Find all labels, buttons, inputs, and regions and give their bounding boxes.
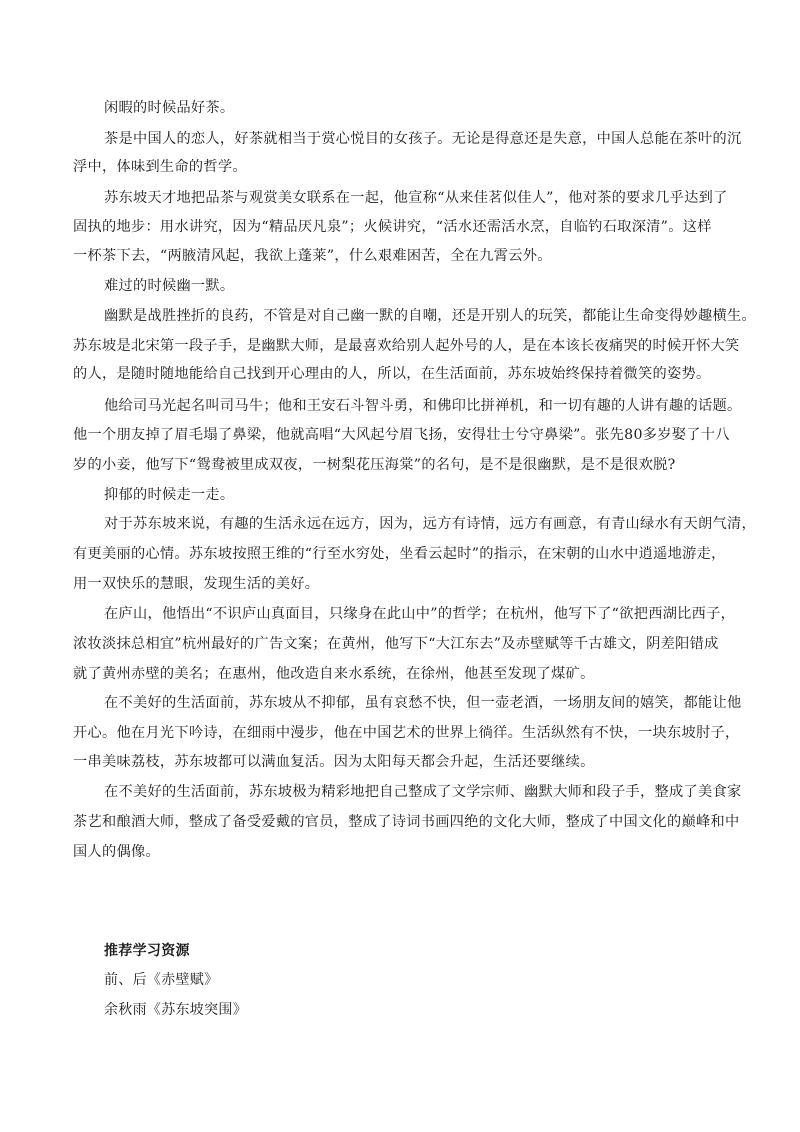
resource-item: 前、后《赤壁赋》 [104,972,219,988]
paragraph-line: 苏东坡天才地把品茶与观赏美女联系在一起，他宣称“从来佳茗似佳人”，他对茶的要求几乎达到了 [104,190,728,206]
paragraph-line: 用一双快乐的慧眼，发现生活的美好。 [73,576,320,592]
paragraph-line: 他给司马光起名叫司马牛；他和王安石斗智斗勇，和佛印比拼禅机，和一切有趣的人讲有趣的话题。 [104,398,742,414]
paragraph-line: 有更美丽的心情。苏东坡按照王维的“行至水穷处，坐看云起时”的指示，在宋朝的山水中逍遥地游走， [73,546,726,562]
paragraph-line: 固执的地步：用水讲究，因为“精品厌凡泉”；火候讲究，“活水还需活水烹，自临钓石取深清”。这样 [73,219,712,235]
paragraph-line: 一杯茶下去，“两腋清风起，我欲上蓬莱”，什么艰难困苦，全在九霄云外。 [73,248,552,264]
paragraph-line: 茶艺和酿酒大师，整成了备受爱戴的官员，整成了诗词书画四绝的文化大师，整成了中国文化的巅峰和中 [73,814,740,830]
paragraph-line: 国人的偶像。 [73,844,160,860]
paragraph-line: 在不美好的生活面前，苏东坡从不抑郁，虽有哀愁不快，但一壶老酒，一场朋友间的嬉笑，都能让他 [104,695,742,711]
paragraph-line: 幽默是战胜挫折的良药，不管是对自己幽一默的自嘲，还是开别人的玩笑，都能让生命变得妙趣横生。 [104,308,756,324]
paragraph-line: 抑郁的时候走一走。 [104,487,235,503]
paragraph-line: 茶是中国人的恋人，好茶就相当于赏心悦目的女孩子。无论是得意还是失意，中国人总能在茶叶的沉 [104,131,742,147]
paragraph-line: 在庐山，他悟出“不识庐山真面目，只缘身在此山中”的哲学；在杭州，他写下了“欲把西湖比西子， [104,606,736,622]
resources-heading: 推荐学习资源 [104,943,190,959]
paragraph-line: 难过的时候幽一默。 [104,278,235,294]
paragraph-line: 的人，是随时随地能给自己找到开心理由的人，所以，在生活面前，苏东坡始终保持着微笑的姿势。 [73,366,711,382]
resource-item: 余秋雨《苏东坡突围》 [104,1002,247,1018]
paragraph-line: 就了黄州赤壁的美名；在惠州，他改造自来水系统，在徐州，他甚至发现了煤矿。 [73,666,595,682]
paragraph-line: 开心。他在月光下吟诗，在细雨中漫步，他在中国艺术的世界上徜徉。生活纵然有不快，一块东坡肘子， [73,725,740,741]
paragraph-line: 浓妆淡抹总相宜”杭州最好的广告文案；在黄州，他写下“大江东去”及赤壁赋等千古雄文，阴差阳错成 [73,636,719,652]
paragraph-line: 他一个朋友掉了眉毛塌了鼻梁，他就高唱“大风起兮眉飞扬，安得壮士兮守鼻梁”。张先80多岁娶了十八 [73,427,730,443]
paragraph-line: 闲暇的时候品好茶。 [104,100,235,116]
paragraph-line: 浮中，体味到生命的哲学。 [73,159,247,175]
paragraph-line: 一串美味荔枝，苏东坡都可以满血复活。因为太阳每天都会升起，生活还要继续。 [73,754,595,770]
paragraph-line: 在不美好的生活面前，苏东坡极为精彩地把自己整成了文学宗师、幽默大师和段子手，整成了美食家 [104,784,742,800]
paragraph-line: 对于苏东坡来说，有趣的生活永远在远方，因为，远方有诗情，远方有画意，有青山绿水有天朗气清， [104,516,756,532]
paragraph-line: 苏东坡是北宋第一段子手，是幽默大师，是最喜欢给别人起外号的人，是在本该长夜痛哭的时候开怀大笑 [73,338,740,354]
paragraph-line: 岁的小妾，他写下“鸳鸯被里成双夜，一树梨花压海棠”的名句，是不是很幽默，是不是很欢脱? [73,457,676,473]
